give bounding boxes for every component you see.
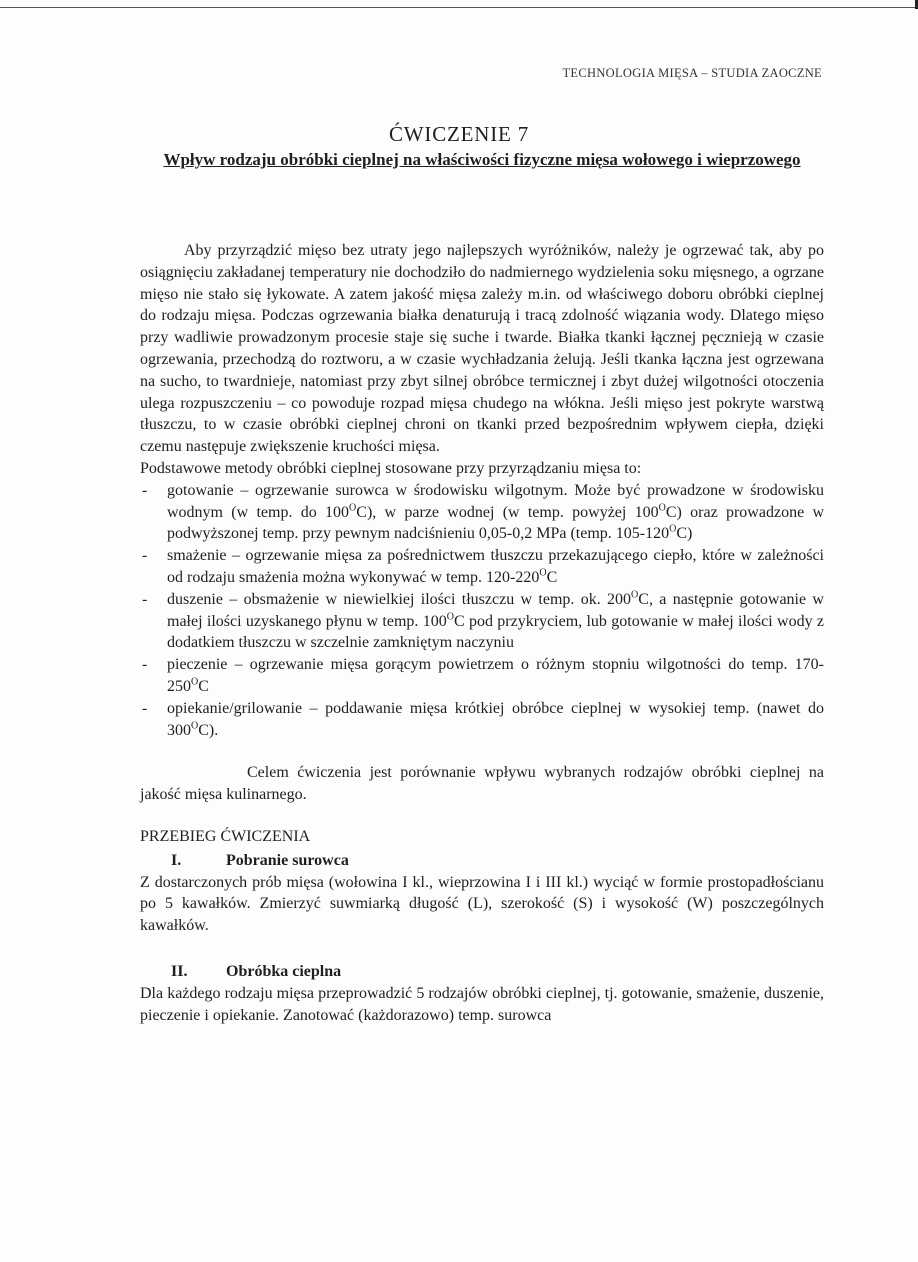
spacer (140, 937, 824, 959)
step1-heading (140, 850, 824, 872)
top-rule (0, 7, 918, 8)
list-dash: - (142, 547, 148, 565)
degree-sign: O (191, 720, 199, 732)
goal-paragraph: Celem ćwiczenia jest porównanie wpływu wybranych rodzajów obróbki cieplnej na jakość mięsa kulinarnego. (140, 764, 824, 804)
degree-sign: O (539, 567, 547, 579)
step2-title: Obróbka cieplna (226, 962, 342, 980)
exercise-title: ĆWICZENIE 7 (388, 122, 530, 146)
step2-heading (140, 961, 824, 983)
list-dash: - (142, 590, 148, 608)
degree-sign: O (349, 502, 357, 514)
degree-sign: O (658, 502, 666, 514)
method-boiling: - gotowanie – ogrzewanie surowca w środowisku wilgotnym. Może być prowadzone w środowisku wodnym (w temp. do $100^OC$), w parze wodnej (w temp. powyżej $100^OC$) oraz prowadzone w podwyższonej temp. przy pewnym nadciśnieniu 0,05-0,2 MPa (temp. $105-120^OC$) (142, 481, 825, 543)
method-baking: - pieczenie – ogrzewanie mięsa gorącym powietrzem o różnym stopniu wilgotności do temp. $170-250^OC$ (142, 656, 824, 695)
exercise-subtitle: Wpływ rodzaju obróbki cieplnej na właściwości fizyczne mięsa wołowego i wieprzowego (163, 150, 801, 169)
step2-text: Dla każdego rodzaju mięsa przeprowadzić 5 rodzajów obróbki cieplnej, tj. gotowanie, smażenie, duszenie, pieczenie i opiekanie. Zanotować (każdorazowo) temp. surowca (140, 984, 824, 1024)
method-frying: - smażenie – ogrzewanie mięsa za pośrednictwem tłuszczu przekazującego ciepło, które w zależności od rodzaju smażenia można wykonywać w temp. $120-220^OC$ (142, 547, 824, 586)
list-dash: - (142, 699, 148, 717)
degree-sign: O (191, 676, 199, 688)
list-dash: - (142, 656, 148, 674)
methods-list (140, 480, 824, 742)
running-header: TECHNOLOGIA MIĘSA – STUDIA ZAOCZNE (562, 66, 822, 80)
degree-sign: O (669, 524, 677, 536)
methods-intro: Podstawowe metody obróbki cieplnej stosowane przy przyrządzaniu mięsa to: (140, 459, 642, 477)
step1-title: Pobranie surowca (226, 851, 349, 869)
step1-text: Z dostarczonych prób mięsa (wołowina I kl., wieprzowina I i III kl.) wyciąć w formie prostopadłościanu po 5 kawałków. Zmierzyć suwmiarką długość (L), szerokość (S) i wysokość (W) poszczególnych kawałków. (140, 873, 824, 935)
method-braising: - duszenie – obsmażenie w niewielkiej ilości tłuszczu w temp. ok. $200^OC$, a następnie gotowanie w małej ilości uzyskanego płynu w temp. $100^OC$ pod przykryciem, lub gotowanie w małej ilości wody z dodatkiem tłuszczu w szczelnie zamkniętym naczyniu (142, 589, 825, 652)
step1-number: I. (171, 851, 182, 869)
method-grilling: - opiekanie/grilowanie – poddawanie mięsa krótkiej obróbce cieplnej w wysokiej temp. (nawet do $300^OC$). (142, 699, 824, 739)
procedure-heading: PRZEBIEG ĆWICZENIA (140, 827, 311, 845)
list-dash: - (142, 481, 148, 499)
step2-number: II. (171, 962, 188, 980)
degree-sign: O (446, 611, 454, 623)
degree-sign: O (631, 589, 639, 601)
intro-paragraph: Aby przyrządzić mięso bez utraty jego najlepszych wyróżników, należy je ogrzewać tak, aby po osiągnięciu zakładanej temperatury nie dochodziło do nadmiernego wydzielenia soku mięsnego, a ogrzane mięso nie stało się łykowate. A zatem jakość mięsa zależy m.in. od właściwego doboru obróbki cieplnej do rodzaju mięsa. Podczas ogrzewania białka denaturują i tracą zdolność wiązania wody. Dlatego mięso przy wadliwie prowadzonym procesie staje się suche i twarde. Białka tkanki łącznej pęcznieją w czasie ogrzewania, przechodzą do roztworu, a w czasie wychładzania żelują. Jeśli tkanka łączna jest ogrzewana na sucho, to twardnieje, natomiast przy zbyt silnej obróbce termicznej i zbyt dużej wilgotności otoczenia ulega rozpuszczeniu – co powoduje rozpad mięsa chudego na włókna. Jeśli mięso jest pokryte warstwą tłuszczu, to w czasie obróbki cieplnej chroni on tkanki przed bezpośrednim wpływem ciepła, dzięki czemu następuje zwiększenie kruchości mięsa. (140, 242, 824, 456)
document-body (140, 240, 824, 1026)
